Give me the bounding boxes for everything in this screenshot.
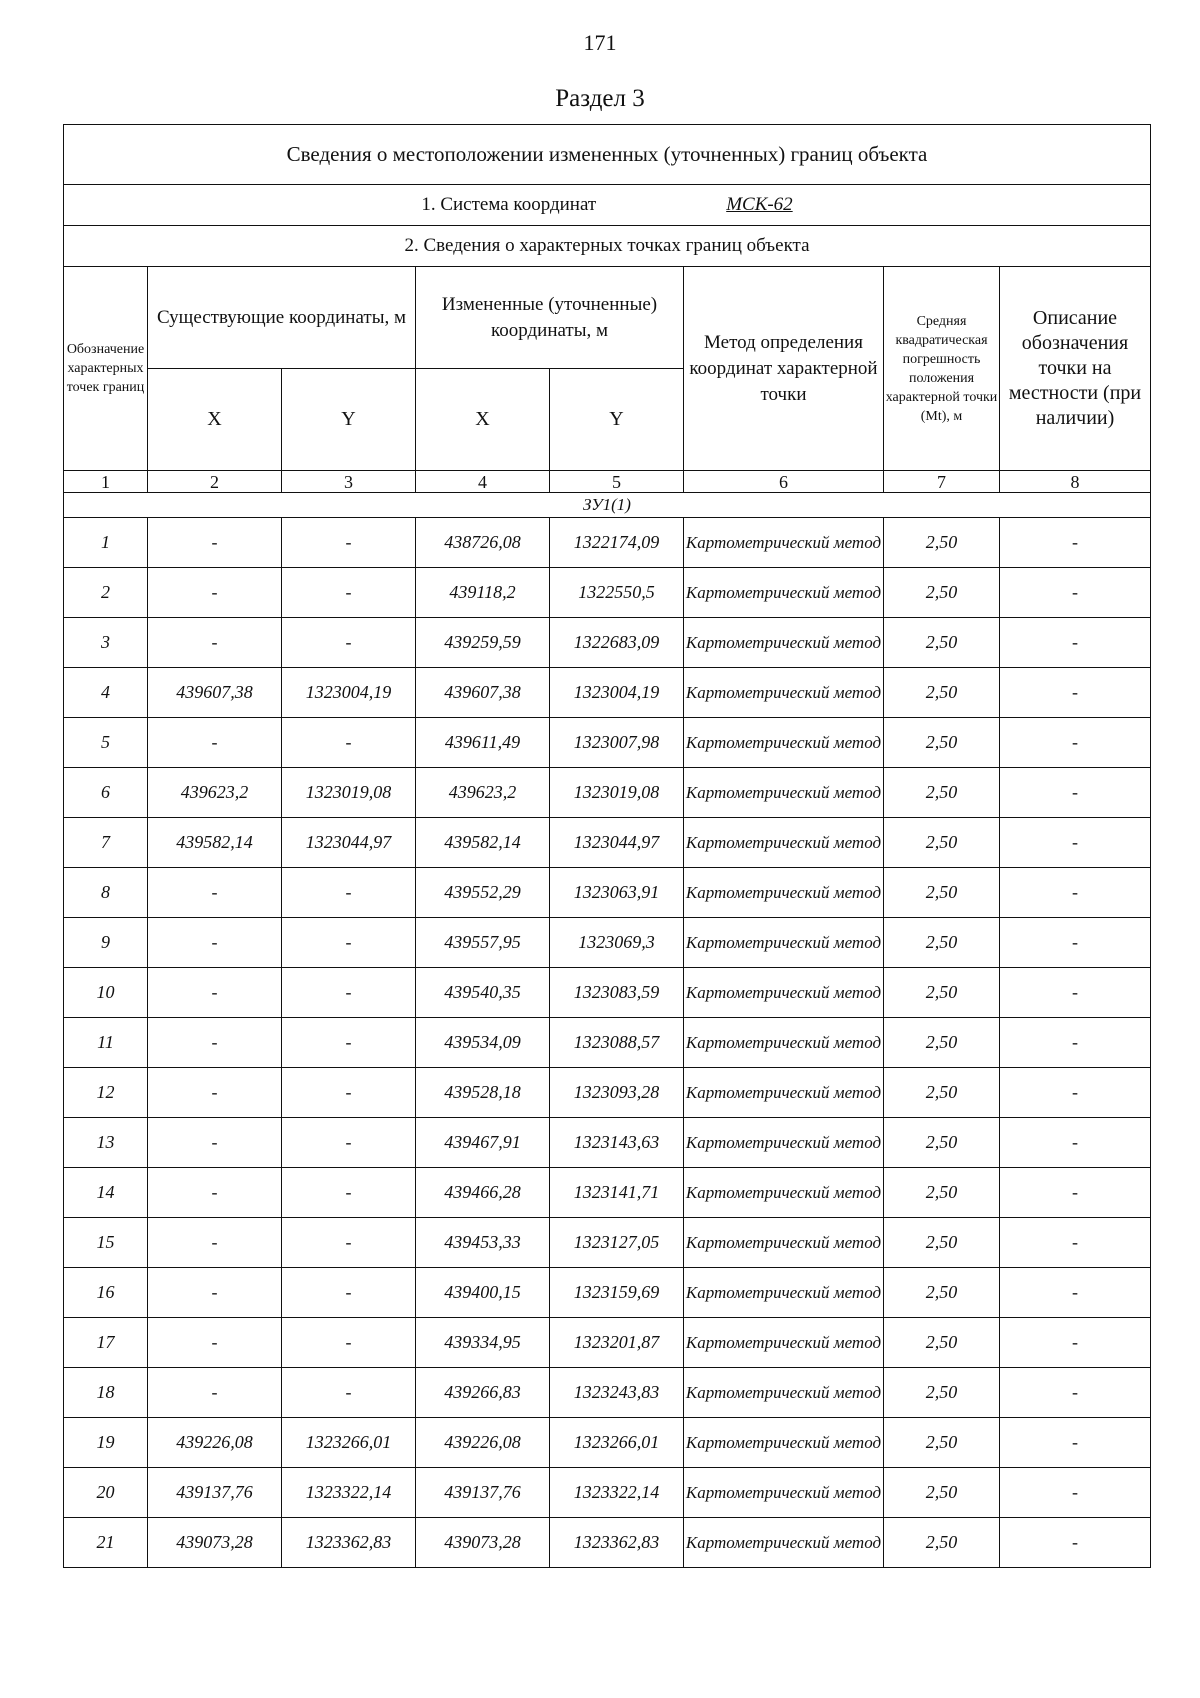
changed-x: 439259,59	[416, 618, 550, 668]
method: Картометрический метод	[684, 818, 884, 868]
table-row	[64, 568, 1151, 618]
changed-y: 1323093,28	[550, 1068, 684, 1118]
error-value: 2,50	[884, 1468, 1000, 1518]
error-value: 2,50	[884, 768, 1000, 818]
column-number: 6	[684, 471, 884, 493]
method: Картометрический метод	[684, 1218, 884, 1268]
description: -	[1000, 1318, 1151, 1368]
method: Картометрический метод	[684, 868, 884, 918]
header-existing-x: X	[148, 369, 282, 471]
existing-y: -	[282, 1268, 416, 1318]
method: Картометрический метод	[684, 1468, 884, 1518]
method: Картометрический метод	[684, 1518, 884, 1568]
existing-y: -	[282, 1018, 416, 1068]
existing-y: -	[282, 618, 416, 668]
coordinate-system-row	[64, 185, 1151, 226]
error-value: 2,50	[884, 868, 1000, 918]
table-row	[64, 818, 1151, 868]
table-row	[64, 868, 1151, 918]
point-number: 9	[64, 918, 148, 968]
description: -	[1000, 1018, 1151, 1068]
section-title: Раздел 3	[555, 85, 645, 112]
error-value: 2,50	[884, 1268, 1000, 1318]
header-existing-y: Y	[282, 369, 416, 471]
method: Картометрический метод	[684, 718, 884, 768]
changed-y: 1323362,83	[550, 1518, 684, 1568]
table-row	[64, 1168, 1151, 1218]
error-value: 2,50	[884, 1068, 1000, 1118]
table-row	[64, 1268, 1151, 1318]
zone-label: ЗУ1(1)	[64, 493, 1151, 518]
point-number: 13	[64, 1118, 148, 1168]
existing-x: -	[148, 868, 282, 918]
changed-x: 439607,38	[416, 668, 550, 718]
error-value: 2,50	[884, 568, 1000, 618]
method: Картометрический метод	[684, 1418, 884, 1468]
point-number: 11	[64, 1018, 148, 1068]
changed-x: 439266,83	[416, 1368, 550, 1418]
description: -	[1000, 1418, 1151, 1468]
description: -	[1000, 1218, 1151, 1268]
header-changed-y: Y	[550, 369, 684, 471]
description: -	[1000, 1168, 1151, 1218]
existing-y: -	[282, 868, 416, 918]
error-value: 2,50	[884, 968, 1000, 1018]
table-row	[64, 718, 1151, 768]
existing-x: -	[148, 1218, 282, 1268]
changed-x: 439226,08	[416, 1418, 550, 1468]
existing-y: -	[282, 1068, 416, 1118]
changed-x: 439557,95	[416, 918, 550, 968]
header-existing-coords: Существующие координаты, м	[148, 267, 416, 369]
changed-y: 1323004,19	[550, 668, 684, 718]
existing-x: -	[148, 718, 282, 768]
error-value: 2,50	[884, 818, 1000, 868]
point-number: 4	[64, 668, 148, 718]
coordinate-system-value: МСК-62	[726, 194, 793, 215]
description: -	[1000, 1118, 1151, 1168]
table-row	[64, 618, 1151, 668]
column-number: 4	[416, 471, 550, 493]
error-value: 2,50	[884, 918, 1000, 968]
existing-y: 1323266,01	[282, 1418, 416, 1468]
table-row	[64, 1418, 1151, 1468]
method: Картометрический метод	[684, 1118, 884, 1168]
existing-x: -	[148, 1318, 282, 1368]
changed-x: 439400,15	[416, 1268, 550, 1318]
table-row	[64, 1018, 1151, 1068]
existing-x: -	[148, 1068, 282, 1118]
existing-x: 439582,14	[148, 818, 282, 868]
method: Картометрический метод	[684, 1368, 884, 1418]
column-number: 8	[1000, 471, 1151, 493]
existing-y: 1323322,14	[282, 1468, 416, 1518]
changed-x: 439466,28	[416, 1168, 550, 1218]
changed-y: 1323088,57	[550, 1018, 684, 1068]
changed-y: 1323127,05	[550, 1218, 684, 1268]
table-row	[64, 1068, 1151, 1118]
error-value: 2,50	[884, 1018, 1000, 1068]
point-number: 20	[64, 1468, 148, 1518]
table-row	[64, 968, 1151, 1018]
changed-x: 439073,28	[416, 1518, 550, 1568]
changed-x: 439467,91	[416, 1118, 550, 1168]
header-changed-coords: Измененные (уточненные) координаты, м	[416, 267, 684, 369]
changed-y: 1323019,08	[550, 768, 684, 818]
header-method: Метод определения координат характерной точки	[684, 267, 884, 471]
description: -	[1000, 518, 1151, 568]
description: -	[1000, 868, 1151, 918]
existing-y: -	[282, 918, 416, 968]
method: Картометрический метод	[684, 1268, 884, 1318]
table-row	[64, 668, 1151, 718]
point-number: 1	[64, 518, 148, 568]
point-number: 14	[64, 1168, 148, 1218]
point-number: 7	[64, 818, 148, 868]
existing-x: -	[148, 918, 282, 968]
description: -	[1000, 618, 1151, 668]
table-title: Сведения о местоположении измененных (уточненных) границ объекта	[64, 125, 1151, 185]
changed-y: 1322550,5	[550, 568, 684, 618]
point-number: 10	[64, 968, 148, 1018]
changed-x: 439534,09	[416, 1018, 550, 1068]
changed-x: 439623,2	[416, 768, 550, 818]
table-row	[64, 1468, 1151, 1518]
error-value: 2,50	[884, 1368, 1000, 1418]
point-number: 15	[64, 1218, 148, 1268]
existing-x: -	[148, 518, 282, 568]
changed-x: 439528,18	[416, 1068, 550, 1118]
column-number: 2	[148, 471, 282, 493]
header-designation: Обозначение характерных точек границ	[64, 267, 148, 471]
method: Картометрический метод	[684, 768, 884, 818]
changed-x: 439334,95	[416, 1318, 550, 1368]
changed-y: 1323044,97	[550, 818, 684, 868]
method: Картометрический метод	[684, 968, 884, 1018]
existing-x: -	[148, 1018, 282, 1068]
header-description: Описание обозначения точки на местности (при наличии)	[1000, 267, 1151, 471]
point-number: 21	[64, 1518, 148, 1568]
existing-y: -	[282, 968, 416, 1018]
description: -	[1000, 918, 1151, 968]
method: Картометрический метод	[684, 668, 884, 718]
column-number: 3	[282, 471, 416, 493]
changed-x: 439540,35	[416, 968, 550, 1018]
changed-y: 1323141,71	[550, 1168, 684, 1218]
point-number: 18	[64, 1368, 148, 1418]
error-value: 2,50	[884, 1118, 1000, 1168]
error-value: 2,50	[884, 1418, 1000, 1468]
method: Картометрический метод	[684, 1068, 884, 1118]
changed-y: 1323007,98	[550, 718, 684, 768]
existing-y: -	[282, 1368, 416, 1418]
header-changed-x: X	[416, 369, 550, 471]
method: Картометрический метод	[684, 918, 884, 968]
header-error: Средняя квадратическая погрешность положения характерной точки (Mt), м	[884, 267, 1000, 471]
table-row	[64, 1118, 1151, 1168]
changed-y: 1323266,01	[550, 1418, 684, 1468]
existing-x: -	[148, 968, 282, 1018]
error-value: 2,50	[884, 1318, 1000, 1368]
error-value: 2,50	[884, 1518, 1000, 1568]
changed-y: 1323143,63	[550, 1118, 684, 1168]
description: -	[1000, 1368, 1151, 1418]
table-row	[64, 1518, 1151, 1568]
existing-x: -	[148, 618, 282, 668]
existing-x: 439623,2	[148, 768, 282, 818]
description: -	[1000, 818, 1151, 868]
description: -	[1000, 768, 1151, 818]
point-number: 3	[64, 618, 148, 668]
point-number: 19	[64, 1418, 148, 1468]
changed-y: 1323083,59	[550, 968, 684, 1018]
existing-x: 439137,76	[148, 1468, 282, 1518]
changed-x: 439582,14	[416, 818, 550, 868]
error-value: 2,50	[884, 668, 1000, 718]
method: Картометрический метод	[684, 1168, 884, 1218]
column-numbers-row	[64, 471, 1151, 493]
column-number: 7	[884, 471, 1000, 493]
description: -	[1000, 568, 1151, 618]
table-row	[64, 918, 1151, 968]
changed-y: 1323063,91	[550, 868, 684, 918]
changed-x: 439453,33	[416, 1218, 550, 1268]
existing-x: 439073,28	[148, 1518, 282, 1568]
table-row	[64, 1218, 1151, 1268]
existing-y: 1323019,08	[282, 768, 416, 818]
changed-y: 1323322,14	[550, 1468, 684, 1518]
method: Картометрический метод	[684, 518, 884, 568]
existing-x: -	[148, 1268, 282, 1318]
changed-y: 1323243,83	[550, 1368, 684, 1418]
existing-y: -	[282, 518, 416, 568]
existing-y: -	[282, 1318, 416, 1368]
changed-x: 439611,49	[416, 718, 550, 768]
description: -	[1000, 1518, 1151, 1568]
changed-x: 439137,76	[416, 1468, 550, 1518]
existing-y: -	[282, 1168, 416, 1218]
table-row	[64, 518, 1151, 568]
point-number: 17	[64, 1318, 148, 1368]
error-value: 2,50	[884, 1168, 1000, 1218]
table-row	[64, 1318, 1151, 1368]
error-value: 2,50	[884, 618, 1000, 668]
existing-x: -	[148, 1118, 282, 1168]
existing-y: 1323044,97	[282, 818, 416, 868]
point-number: 2	[64, 568, 148, 618]
existing-x: -	[148, 1368, 282, 1418]
changed-y: 1322174,09	[550, 518, 684, 568]
description: -	[1000, 1268, 1151, 1318]
column-number: 1	[64, 471, 148, 493]
column-number: 5	[550, 471, 684, 493]
changed-x: 438726,08	[416, 518, 550, 568]
existing-x: 439607,38	[148, 668, 282, 718]
error-value: 2,50	[884, 1218, 1000, 1268]
existing-y: 1323362,83	[282, 1518, 416, 1568]
method: Картометрический метод	[684, 568, 884, 618]
method: Картометрический метод	[684, 1318, 884, 1368]
description: -	[1000, 968, 1151, 1018]
error-value: 2,50	[884, 718, 1000, 768]
method: Картометрический метод	[684, 1018, 884, 1068]
changed-x: 439552,29	[416, 868, 550, 918]
point-number: 8	[64, 868, 148, 918]
changed-y: 1323069,3	[550, 918, 684, 968]
existing-y: 1323004,19	[282, 668, 416, 718]
point-number: 12	[64, 1068, 148, 1118]
page-number: 171	[583, 30, 617, 55]
changed-y: 1322683,09	[550, 618, 684, 668]
points-info-label: 2. Сведения о характерных точках границ объекта	[64, 226, 1151, 267]
changed-y: 1323201,87	[550, 1318, 684, 1368]
existing-x: -	[148, 568, 282, 618]
point-number: 16	[64, 1268, 148, 1318]
existing-y: -	[282, 568, 416, 618]
description: -	[1000, 1468, 1151, 1518]
table-row	[64, 768, 1151, 818]
description: -	[1000, 668, 1151, 718]
description: -	[1000, 1068, 1151, 1118]
changed-x: 439118,2	[416, 568, 550, 618]
existing-y: -	[282, 1218, 416, 1268]
changed-y: 1323159,69	[550, 1268, 684, 1318]
table-row	[64, 1368, 1151, 1418]
existing-x: -	[148, 1168, 282, 1218]
point-number: 6	[64, 768, 148, 818]
existing-y: -	[282, 718, 416, 768]
boundary-points-table	[63, 124, 1151, 1568]
method: Картометрический метод	[684, 618, 884, 668]
existing-x: 439226,08	[148, 1418, 282, 1468]
existing-y: -	[282, 1118, 416, 1168]
coordinate-system-label: 1. Система координат	[421, 194, 597, 215]
error-value: 2,50	[884, 518, 1000, 568]
description: -	[1000, 718, 1151, 768]
point-number: 5	[64, 718, 148, 768]
